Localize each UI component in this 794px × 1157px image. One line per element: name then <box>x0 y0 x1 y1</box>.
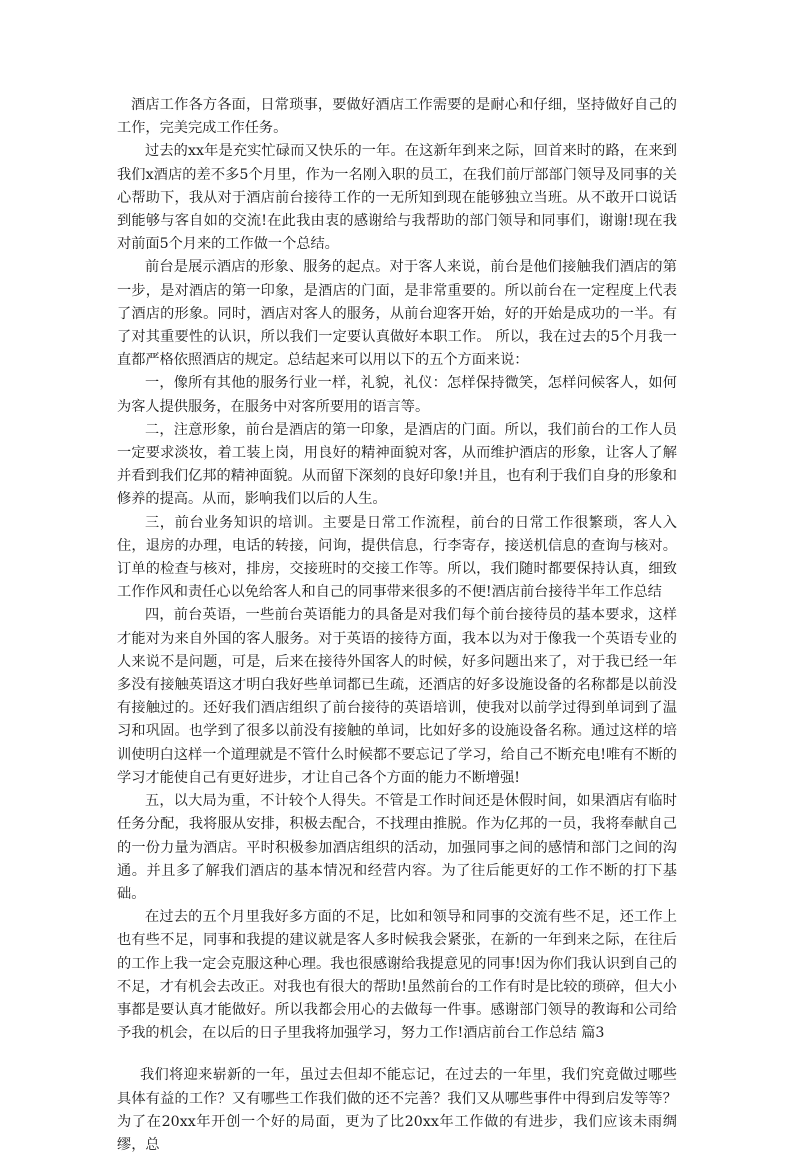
paragraph-point-two: 二，注意形象，前台是酒店的第一印象，是酒店的门面。所以，我们前台的工作人员一定要求淡妆，着工装上岗，用良好的精神面貌对客，从而维护酒店的形象，让客人了解并看到我们亿邦的精神面貌。从而留下深刻的良好印象!并且，也有利于我们自身的形象和修养的提高。从而，影响我们以后的人生。 <box>117 421 677 508</box>
paragraph-point-one: 一，像所有其他的服务行业一样，礼貌，礼仪：怎样保持微笑，怎样问候客人，如何为客人提供服务，在服务中对客所要用的语言等。 <box>117 375 677 415</box>
paragraph-shortcomings: 在过去的五个月里我好多方面的不足，比如和领导和同事的交流有些不足，还工作上也有些不足，同事和我提的建议就是客人多时候我会紧张，在新的一年到来之际，在往后的工作上我一定会克服这种心理。我也很感谢给我提意见的同事!因为你们我认识到自己的不足，才有机会去改正。对我也有很大的帮助!虽然前台的工作有时是比较的琐碎，但大小事都是要认真才能做好。所以我都会用心的去做每一件事。感谢部门领导的教诲和公司给予我的机会，在以后的日子里我将加强学习，努力工作!酒店前台工作总结 篇3 <box>117 909 677 1042</box>
document-page <box>117 94 677 1157</box>
section-gap <box>117 1045 677 1064</box>
paragraph-point-four: 四，前台英语，一些前台英语能力的具备是对我们每个前台接待员的基本要求，这样才能对为来自外国的客人服务。对于英语的接待方面，我本以为对于像我一个英语专业的人来说不是问题，可是，后来在接待外国客人的时候，好多问题出来了，对于我已经一年多没有接触英语这才明白我好些单词都已生疏，还酒店的好多设施设备的名称都是以前没有接触过的。还好我们酒店组织了前台接待的英语培训，使我对以前学过得到单词到了温习和巩固。也学到了很多以前没有接触的单词，比如好多的设施设备名称。通过这样的培训使明白这样一个道理就是不管什么时候都不要忘记了学习，给自己不断充电!唯有不断的学习才能使自己有更好进步，才让自己各个方面的能力不断增强! <box>117 607 677 786</box>
paragraph-new-year: 我们将迎来崭新的一年，虽过去但却不能忘记，在过去的一年里，我们究竟做过哪些具体有益的工作？又有哪些工作我们做的还不完善？我们又从哪些事件中得到启发等等？为了在20xx年开创一个好的局面，更为了比20xx年工作做的有进步，我们应该未雨绸缪，总 <box>117 1067 677 1153</box>
paragraph-point-five: 五，以大局为重，不计较个人得失。不管是工作时间还是休假时间，如果酒店有临时任务分配，我将服从安排，积极去配合，不找理由推脱。作为亿邦的一员，我将奉献自己的一份力量为酒店。平时积极参加酒店组织的活动，加强同事之间的感情和部门之间的沟通。并且多了解我们酒店的基本情况和经营内容。为了往后能更好的工作不断的打下基础。 <box>117 793 677 902</box>
paragraph-point-three: 三，前台业务知识的培训。主要是日常工作流程，前台的日常工作很繁琐，客人入住，退房的办理，电话的转接，问询，提供信息，行李寄存，接送机信息的查询与核对。订单的检查与核对，排房，交接班时的交接工作等。所以，我们随时都要保持认真，细致工作作风和责任心以免给客人和自己的同事带来很多的不便!酒店前台接待半年工作总结 <box>117 514 677 601</box>
paragraph-year-review: 过去的xx年是充实忙碌而又快乐的一年。在这新年到来之际，回首来时的路，在来到我们x酒店的差不多5个月里，作为一名刚入职的员工，在我们前厅部部门领导及同事的关心帮助下，我从对于酒店前台接待工作的一无所知到现在能够独立当班。从不敢开口说话到能够与客自如的交流!在此我由衷的感谢给与我帮助的部门领导和同事们，谢谢!现在我对前面5个月来的工作做一个总结。 <box>117 143 677 253</box>
paragraph-intro: 酒店工作各方各面，日常琐事，要做好酒店工作需要的是耐心和仔细，坚持做好自己的工作，完美完成工作任务。 <box>117 97 677 137</box>
paragraph-front-desk-role: 前台是展示酒店的形象、服务的起点。对于客人来说，前台是他们接触我们酒店的第一步，是对酒店的第一印象，是酒店的门面，是非常重要的。所以前台在一定程度上代表了酒店的形象。同时，酒店对客人的服务，从前台迎客开始，好的开始是成功的一半。有了对其重要性的认识，所以我们一定要认真做好本职工作。 所以，我在过去的5个月我一直都严格依照酒店的规定。总结起来可以用以下的五个方面来说： <box>117 259 677 369</box>
